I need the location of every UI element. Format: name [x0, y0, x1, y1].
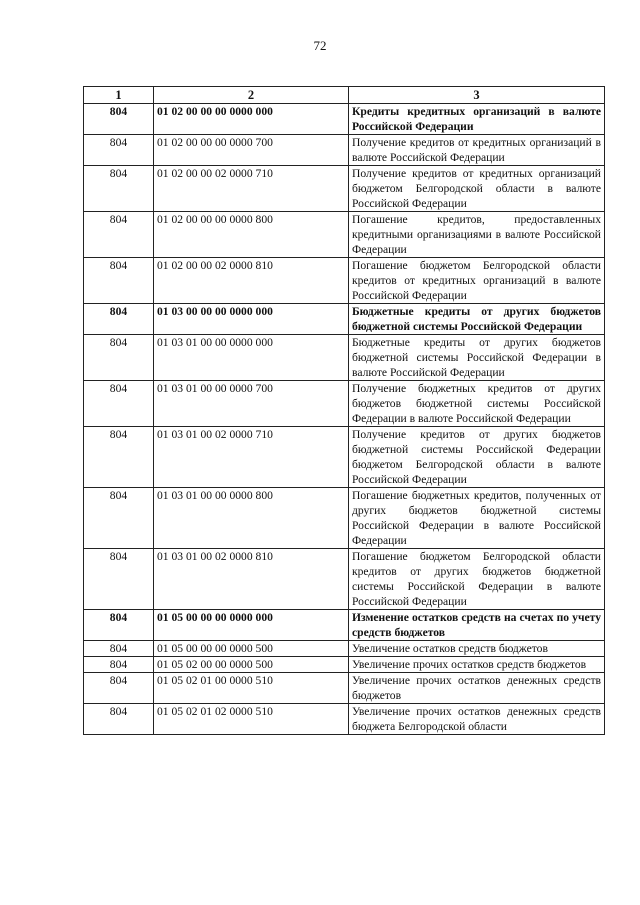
admin-code-cell: 804	[84, 135, 154, 166]
budget-code-cell: 01 02 00 00 02 0000 810	[154, 258, 349, 304]
budget-code-cell: 01 05 02 00 00 0000 500	[154, 657, 349, 673]
table-row	[84, 381, 605, 427]
table-row	[84, 610, 605, 641]
budget-code-cell: 01 05 02 01 02 0000 510	[154, 704, 349, 735]
table-header-row	[84, 87, 605, 104]
admin-code-cell: 804	[84, 104, 154, 135]
table-row	[84, 304, 605, 335]
budget-code-cell: 01 03 00 00 00 0000 000	[154, 304, 349, 335]
table-row	[84, 488, 605, 549]
table-row	[84, 657, 605, 673]
budget-code-cell: 01 02 00 00 00 0000 000	[154, 104, 349, 135]
admin-code-cell: 804	[84, 704, 154, 735]
admin-code-cell: 804	[84, 304, 154, 335]
admin-code-cell: 804	[84, 610, 154, 641]
table-row	[84, 549, 605, 610]
description-cell: Получение бюджетных кредитов от других бюджетов бюджетной системы Российской Федерации в валюте Российской Федерации	[349, 381, 605, 427]
description-cell: Получение кредитов от кредитных организаций бюджетом Белгородской области в валюте Российской Федерации	[349, 166, 605, 212]
budget-code-cell: 01 03 01 00 02 0000 710	[154, 427, 349, 488]
admin-code-cell: 804	[84, 657, 154, 673]
description-cell: Погашение кредитов, предоставленных кредитными организациями в валюте Российской Федерации	[349, 212, 605, 258]
description-cell: Бюджетные кредиты от других бюджетов бюджетной системы Российской Федерации в валюте Российской Федерации	[349, 335, 605, 381]
table-row	[84, 335, 605, 381]
budget-code-cell: 01 02 00 00 00 0000 800	[154, 212, 349, 258]
description-cell: Получение кредитов от кредитных организаций в валюте Российской Федерации	[349, 135, 605, 166]
page-number: 72	[313, 38, 327, 53]
budget-code-cell: 01 02 00 00 02 0000 710	[154, 166, 349, 212]
admin-code-cell: 804	[84, 427, 154, 488]
description-cell: Погашение бюджетных кредитов, полученных от других бюджетов бюджетной системы Российской Федерации в валюте Российской Федерации	[349, 488, 605, 549]
admin-code-cell: 804	[84, 166, 154, 212]
header-col-2: 2	[154, 87, 349, 104]
admin-code-cell: 804	[84, 381, 154, 427]
table-row	[84, 673, 605, 704]
budget-code-cell: 01 03 01 00 00 0000 000	[154, 335, 349, 381]
table-row	[84, 104, 605, 135]
budget-code-cell: 01 05 00 00 00 0000 500	[154, 641, 349, 657]
table-row	[84, 704, 605, 735]
header-col-3: 3	[349, 87, 605, 104]
admin-code-cell: 804	[84, 641, 154, 657]
description-cell: Бюджетные кредиты от других бюджетов бюджетной системы Российской Федерации	[349, 304, 605, 335]
description-cell: Увеличение прочих остатков денежных средств бюджета Белгородской области	[349, 704, 605, 735]
description-cell: Получение кредитов от других бюджетов бюджетной системы Российской Федерации бюджетом Белгородской области в валюте Российской Федерации	[349, 427, 605, 488]
table-row	[84, 258, 605, 304]
budget-code-cell: 01 03 01 00 00 0000 700	[154, 381, 349, 427]
admin-code-cell: 804	[84, 673, 154, 704]
admin-code-cell: 804	[84, 549, 154, 610]
budget-code-cell: 01 03 01 00 00 0000 800	[154, 488, 349, 549]
admin-code-cell: 804	[84, 258, 154, 304]
description-cell: Погашение бюджетом Белгородской области кредитов от других бюджетов бюджетной системы Российской Федерации в валюте Российской Федерации	[349, 549, 605, 610]
header-col-1: 1	[84, 87, 154, 104]
admin-code-cell: 804	[84, 212, 154, 258]
budget-sources-table	[83, 86, 605, 735]
budget-code-cell: 01 02 00 00 00 0000 700	[154, 135, 349, 166]
table-row	[84, 427, 605, 488]
description-cell: Увеличение прочих остатков средств бюджетов	[349, 657, 605, 673]
description-cell: Кредиты кредитных организаций в валюте Российской Федерации	[349, 104, 605, 135]
description-cell: Увеличение остатков средств бюджетов	[349, 641, 605, 657]
table-row	[84, 212, 605, 258]
table-row	[84, 135, 605, 166]
budget-code-cell: 01 05 00 00 00 0000 000	[154, 610, 349, 641]
table-row	[84, 641, 605, 657]
budget-code-cell: 01 03 01 00 02 0000 810	[154, 549, 349, 610]
description-cell: Увеличение прочих остатков денежных средств бюджетов	[349, 673, 605, 704]
description-cell: Изменение остатков средств на счетах по учету средств бюджетов	[349, 610, 605, 641]
admin-code-cell: 804	[84, 488, 154, 549]
budget-code-cell: 01 05 02 01 00 0000 510	[154, 673, 349, 704]
admin-code-cell: 804	[84, 335, 154, 381]
table-row	[84, 166, 605, 212]
description-cell: Погашение бюджетом Белгородской области кредитов от кредитных организаций в валюте Российской Федерации	[349, 258, 605, 304]
